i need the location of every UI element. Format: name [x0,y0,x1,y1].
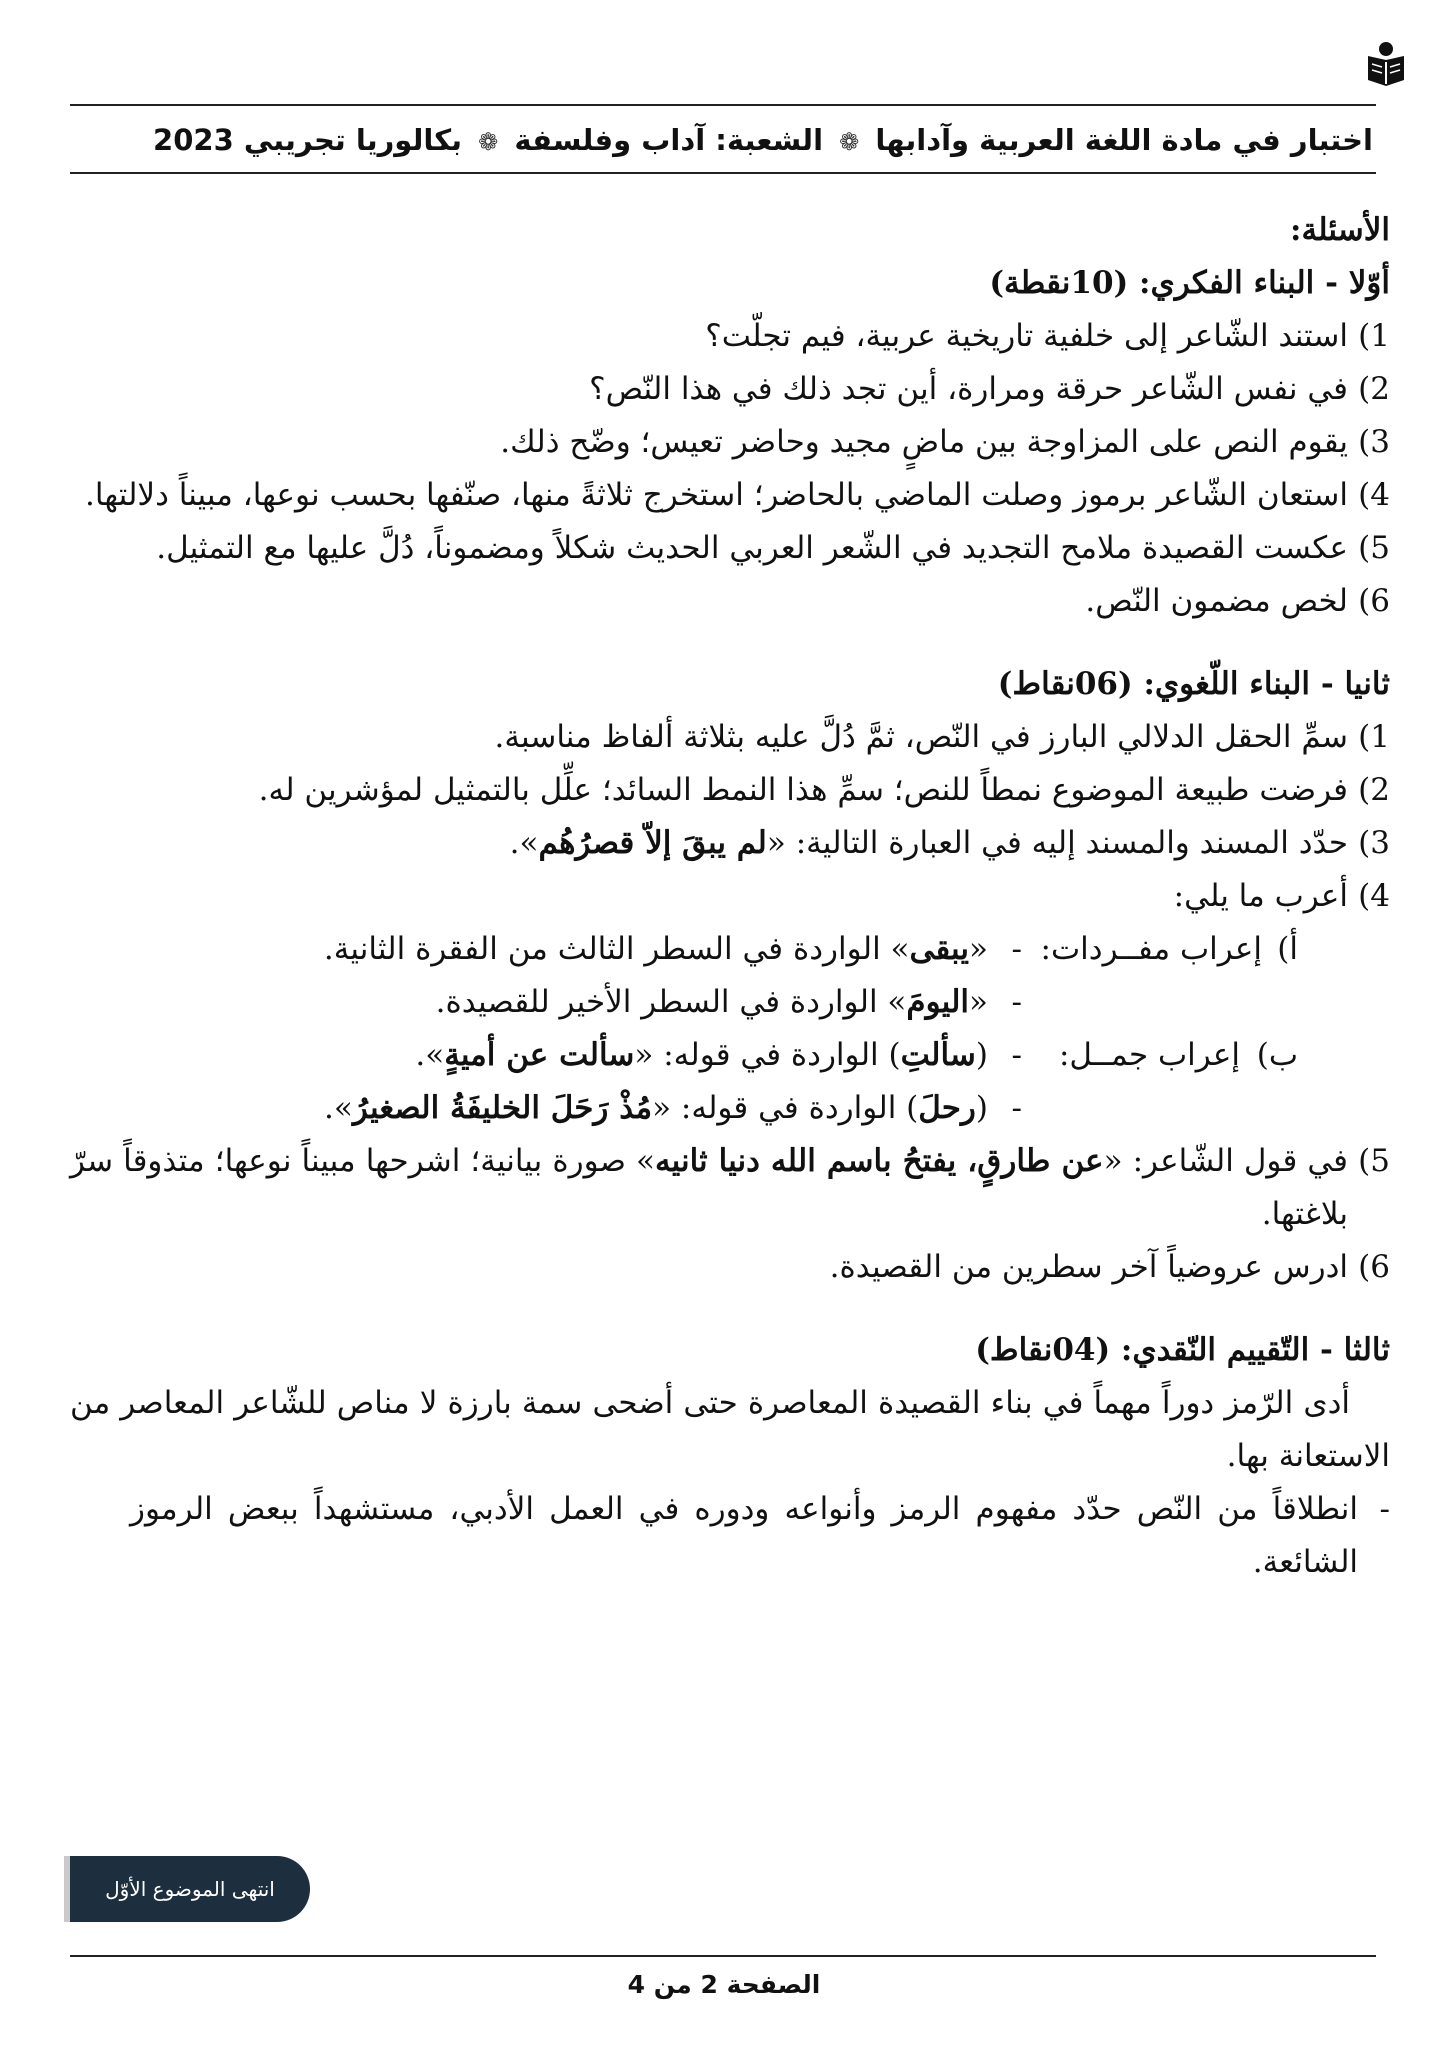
section-1-heading: أوّلا - البناء الفكري: (10نقطة) [989,265,1390,301]
sub-item-text [436,976,988,1029]
section-2-heading: ثانيا - البناء اللّغوي: (06نقاط) [997,666,1390,702]
sub-item-end: ». [324,1090,353,1126]
question-2-3 [70,817,1390,870]
flower-separator-icon: ❁ [839,128,860,156]
question-text: سمِّ الحقل الدلالي البارز في النّص، ثمَّ دُلَّ عليه بثلاثة ألفاظ مناسبة. [494,719,1348,755]
question-text: استند الشّاعر إلى خلفية تاريخية عربية، فيم تجلّت؟ [705,318,1348,354]
critique-paragraph: أدى الرّمز دوراً مهماً في بناء القصيدة المعاصرة حتى أضحى سمة بارزة لا مناص للشّاعر المعاصر من الاستعانة بها. [70,1385,1390,1474]
question-1-3 [70,416,1390,469]
parsing-sentences-line-1 [70,1029,1390,1082]
question-text-start: حدّد المسند والمسند إليه في العبارة التالية: « [766,825,1348,861]
question-number: 2) [1358,371,1390,407]
quote-open: « [969,984,988,1020]
question-1-4 [70,469,1390,522]
question-text: ادرس عروضياً آخر سطرين من القصيدة. [829,1249,1348,1285]
question-2-1 [70,711,1390,764]
bullet-dash: - [1011,931,1022,967]
header-subject: اختبار في مادة اللغة العربية وآدابها [875,123,1373,157]
bullet-dash: - [1011,1037,1022,1073]
bullet-dash: - [1011,984,1022,1020]
question-text-start: في قول الشّاعر: « [1103,1143,1349,1179]
sub-item-text [324,1082,988,1135]
quoted-phrase: مُذْ رَحَلَ الخليفَةُ الصغيرُ [352,1090,653,1126]
question-text-end: » صورة بيانية؛ اشرحها مبيناً نوعها؛ متذوقاً سرّ بلاغتها. [70,1143,1348,1232]
header-exam-type: بكالوريا تجريبي 2023 [153,123,463,157]
target-word: رحلَ [918,1090,976,1126]
sub-question-tag: ب) [1256,1037,1298,1073]
question-2-6 [70,1241,1390,1294]
question-text-end: ». [509,825,539,861]
question-number: 1) [1358,719,1390,755]
question-number: 6) [1358,1249,1390,1285]
reader-logo-icon [1362,40,1410,92]
question-text: في نفس الشّاعر حرقة ومرارة، أين تجد ذلك في هذا النّص؟ [589,371,1348,407]
bullet-dash: - [1011,1090,1022,1126]
target-word: سألتِ [900,1037,976,1073]
sub-item-mid: ) الواردة في قوله: « [634,1037,901,1073]
question-number: 5) [1358,1143,1390,1179]
target-word: اليومَ [906,984,970,1020]
section-3-heading: ثالثا - التّقييم النّقدي: (04نقاط) [975,1332,1390,1368]
question-text: عكست القصيدة ملامح التجديد في الشّعر العربي الحديث شكلاً ومضموناً، دُلَّ عليها مع التمثيل. [156,530,1348,566]
sub-question-label: إعراب جمــل: [1058,1037,1240,1073]
page-number: الصفحة 2 من 4 [627,1970,821,1999]
quote-open: « [969,931,988,967]
footer-rule [70,1955,1376,1957]
question-number: 5) [1358,530,1390,566]
question-2-2 [70,764,1390,817]
sub-item-text [324,923,988,976]
question-2-4 [70,870,1390,923]
section-gap [70,1294,1390,1324]
question-2-5 [70,1135,1390,1241]
paren-open: ( [975,1037,988,1073]
question-number: 2) [1358,772,1390,808]
question-text [70,1135,1348,1241]
question-text [70,817,1348,870]
end-of-subject-badge: انتهى الموضوع الأوّل [70,1856,310,1922]
question-text: أعرب ما يلي: [1173,878,1348,914]
task-text: انطلاقاً من النّص حدّد مفهوم الرمز وأنواعه ودوره في العمل الأدبي، مستشهداً ببعض الرموز الشائعة. [130,1491,1358,1580]
bullet-dash: - [1379,1491,1390,1527]
header-branch: الشعبة: آداب وفلسفة [514,123,824,157]
parsing-words-line-2 [70,976,1390,1029]
parsing-words-line-1 [70,923,1390,976]
header-top-rule [70,104,1376,106]
question-number: 4) [1358,878,1390,914]
question-number: 1) [1358,318,1390,354]
questions-label: الأسئلة: [1290,212,1390,248]
quoted-phrase: عن طارقٍ، يفتحُ باسم الله دنيا ثانيه [654,1143,1104,1179]
sub-item-text [415,1029,988,1082]
parsing-sentences-line-2 [70,1082,1390,1135]
sub-question-label: إعراب مفــردات: [1040,931,1262,967]
section-gap [70,628,1390,658]
question-1-2 [70,363,1390,416]
question-number: 4) [1358,477,1390,513]
question-text: لخص مضمون النّص. [1085,583,1348,619]
sub-question-tag: أ) [1277,931,1298,967]
critique-task [70,1483,1390,1589]
header-bottom-rule [70,172,1376,174]
question-1-6 [70,575,1390,628]
sub-item-end: ». [415,1037,445,1073]
question-number: 3) [1358,424,1390,460]
quoted-phrase: لم يبقَ إلاّ قصرُهُم [538,825,767,861]
question-number: 3) [1358,825,1390,861]
flower-separator-icon: ❁ [478,128,499,156]
question-text: استعان الشّاعر برموز وصلت الماضي بالحاضر؛ استخرج ثلاثةً منها، صنّفها بحسب نوعها، مبيناً دلالتها. [85,477,1348,513]
target-word: يبقى [909,931,970,967]
question-number: 6) [1358,583,1390,619]
exam-content [70,204,1390,1589]
sub-item-rest: » الواردة في السطر الأخير للقصيدة. [435,984,907,1020]
exam-header [75,114,1373,166]
question-1-1 [70,310,1390,363]
question-text: فرضت طبيعة الموضوع نمطاً للنص؛ سمِّ هذا النمط السائد؛ علِّل بالتمثيل لمؤشرين له. [258,772,1348,808]
question-text: يقوم النص على المزاوجة بين ماضٍ مجيد وحاضر تعيس؛ وضّح ذلك. [500,424,1348,460]
question-1-5 [70,522,1390,575]
paren-open: ( [975,1090,988,1126]
sub-item-rest: » الواردة في السطر الثالث من الفقرة الثانية. [323,931,910,967]
quoted-phrase: سألت عن أميةٍ [444,1037,635,1073]
sub-item-mid: ) الواردة في قوله: « [652,1090,919,1126]
